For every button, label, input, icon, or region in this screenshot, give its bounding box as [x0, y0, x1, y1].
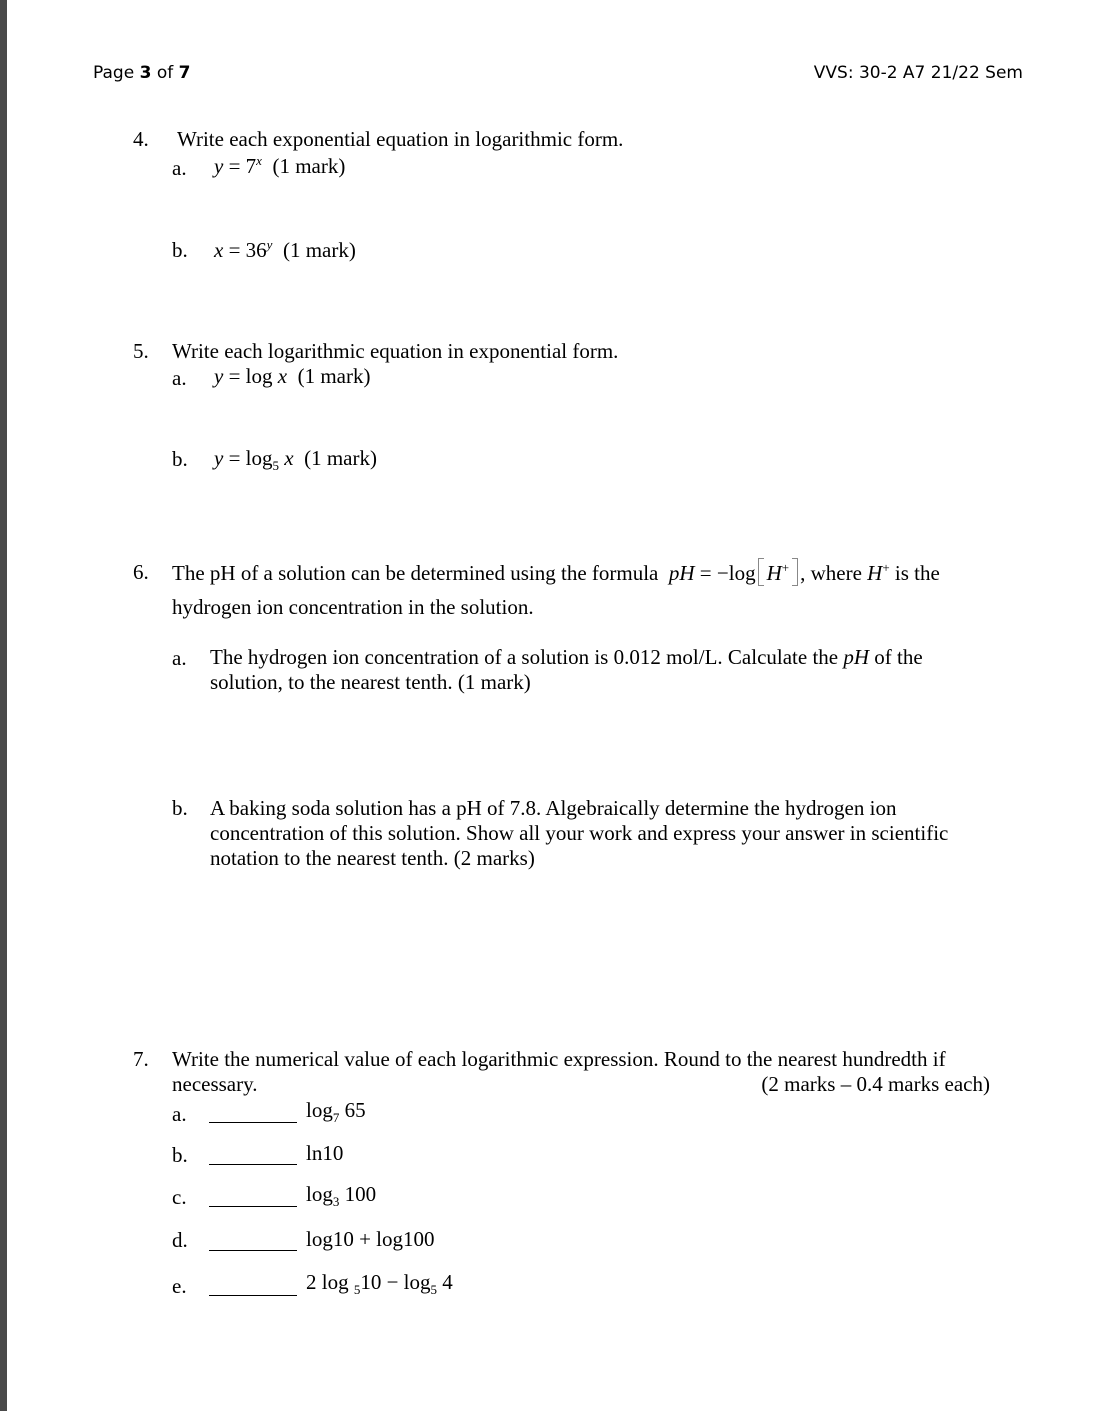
q7-number: 7.: [133, 1047, 149, 1071]
q7a-expression: $\log_7 65$: [306, 1098, 366, 1126]
q4a-equation: $y = 7^x$ (1 mark): [214, 153, 346, 178]
q6a-text-line2: solution, to the nearest tenth. (1 mark): [210, 670, 531, 694]
q7b-label: b.: [172, 1143, 188, 1167]
q7c-expression: $\log_3 100$: [306, 1182, 377, 1210]
q6b-text-line3: notation to the nearest tenth. (2 marks): [210, 846, 535, 870]
q5b-equation: $y = \log_5 x$ (1 mark): [214, 446, 377, 474]
q7c-label: c.: [172, 1185, 187, 1209]
q4-prompt: Write each exponential equation in logarithmic form.: [177, 127, 624, 151]
q7d-label: d.: [172, 1228, 188, 1252]
page-current: 3: [139, 63, 152, 83]
right-bracket: [792, 558, 798, 586]
page-of: of: [156, 63, 174, 83]
q7d-answer-blank[interactable]: [209, 1250, 297, 1251]
q7b-answer-blank[interactable]: [209, 1164, 297, 1165]
q4a-label: a.: [172, 156, 187, 180]
q6-intro-line2: hydrogen ion concentration in the solution.: [172, 595, 534, 619]
q6b-label: b.: [172, 796, 188, 820]
page-indicator: [93, 63, 190, 83]
q7a-answer-blank[interactable]: [209, 1122, 297, 1123]
q4b-label: b.: [172, 238, 188, 262]
q5a-label: a.: [172, 366, 187, 390]
left-edge-bar: [0, 0, 7, 1411]
q7d-expression: log10 + log100: [306, 1227, 435, 1251]
course-header: VVS: 30-2 A7 21/22 Sem: [813, 63, 1023, 83]
ph-formula: pH = −log H+: [669, 561, 800, 585]
q7e-label: e.: [172, 1274, 187, 1298]
q7a-label: a.: [172, 1102, 187, 1126]
q5-number: 5.: [133, 339, 149, 363]
q7e-expression: 2 $\log _510 - \log_5 4$: [306, 1270, 453, 1298]
q5a-equation: y = log x (1 mark): [214, 364, 371, 388]
q7-marks: (2 marks – 0.4 marks each): [761, 1072, 990, 1096]
q6-number: 6.: [133, 560, 149, 584]
page-word: Page: [93, 63, 135, 83]
q4b-equation: $x = 36^y$ (1 mark): [214, 237, 356, 262]
q6b-text-line1: A baking soda solution has a pH of 7.8. Algebraically determine the hydrogen ion: [210, 796, 897, 820]
q7c-answer-blank[interactable]: [209, 1206, 297, 1207]
q6b-text-line2: concentration of this solution. Show all your work and express your answer in scientific: [210, 821, 949, 845]
q6a-text-line1: The hydrogen ion concentration of a solution is 0.012 mol/L. Calculate the pH of the: [210, 645, 923, 669]
q7e-answer-blank[interactable]: [209, 1295, 297, 1296]
q6-intro: The pH of a solution can be determined using the formula pH = −log H+ , where H+ is the: [172, 560, 940, 585]
q7b-expression: ln10: [306, 1141, 344, 1165]
page-total: 7: [178, 63, 191, 83]
q5-prompt: Write each logarithmic equation in exponential form.: [172, 339, 619, 363]
q6a-label: a.: [172, 646, 187, 670]
left-bracket: [758, 558, 764, 586]
q7-prompt-line2: necessary.: [172, 1072, 258, 1096]
q4-number: 4.: [133, 127, 149, 151]
q5b-label: b.: [172, 447, 188, 471]
q7-prompt-line1: Write the numerical value of each logarithmic expression. Round to the nearest hundredth if: [172, 1047, 946, 1071]
